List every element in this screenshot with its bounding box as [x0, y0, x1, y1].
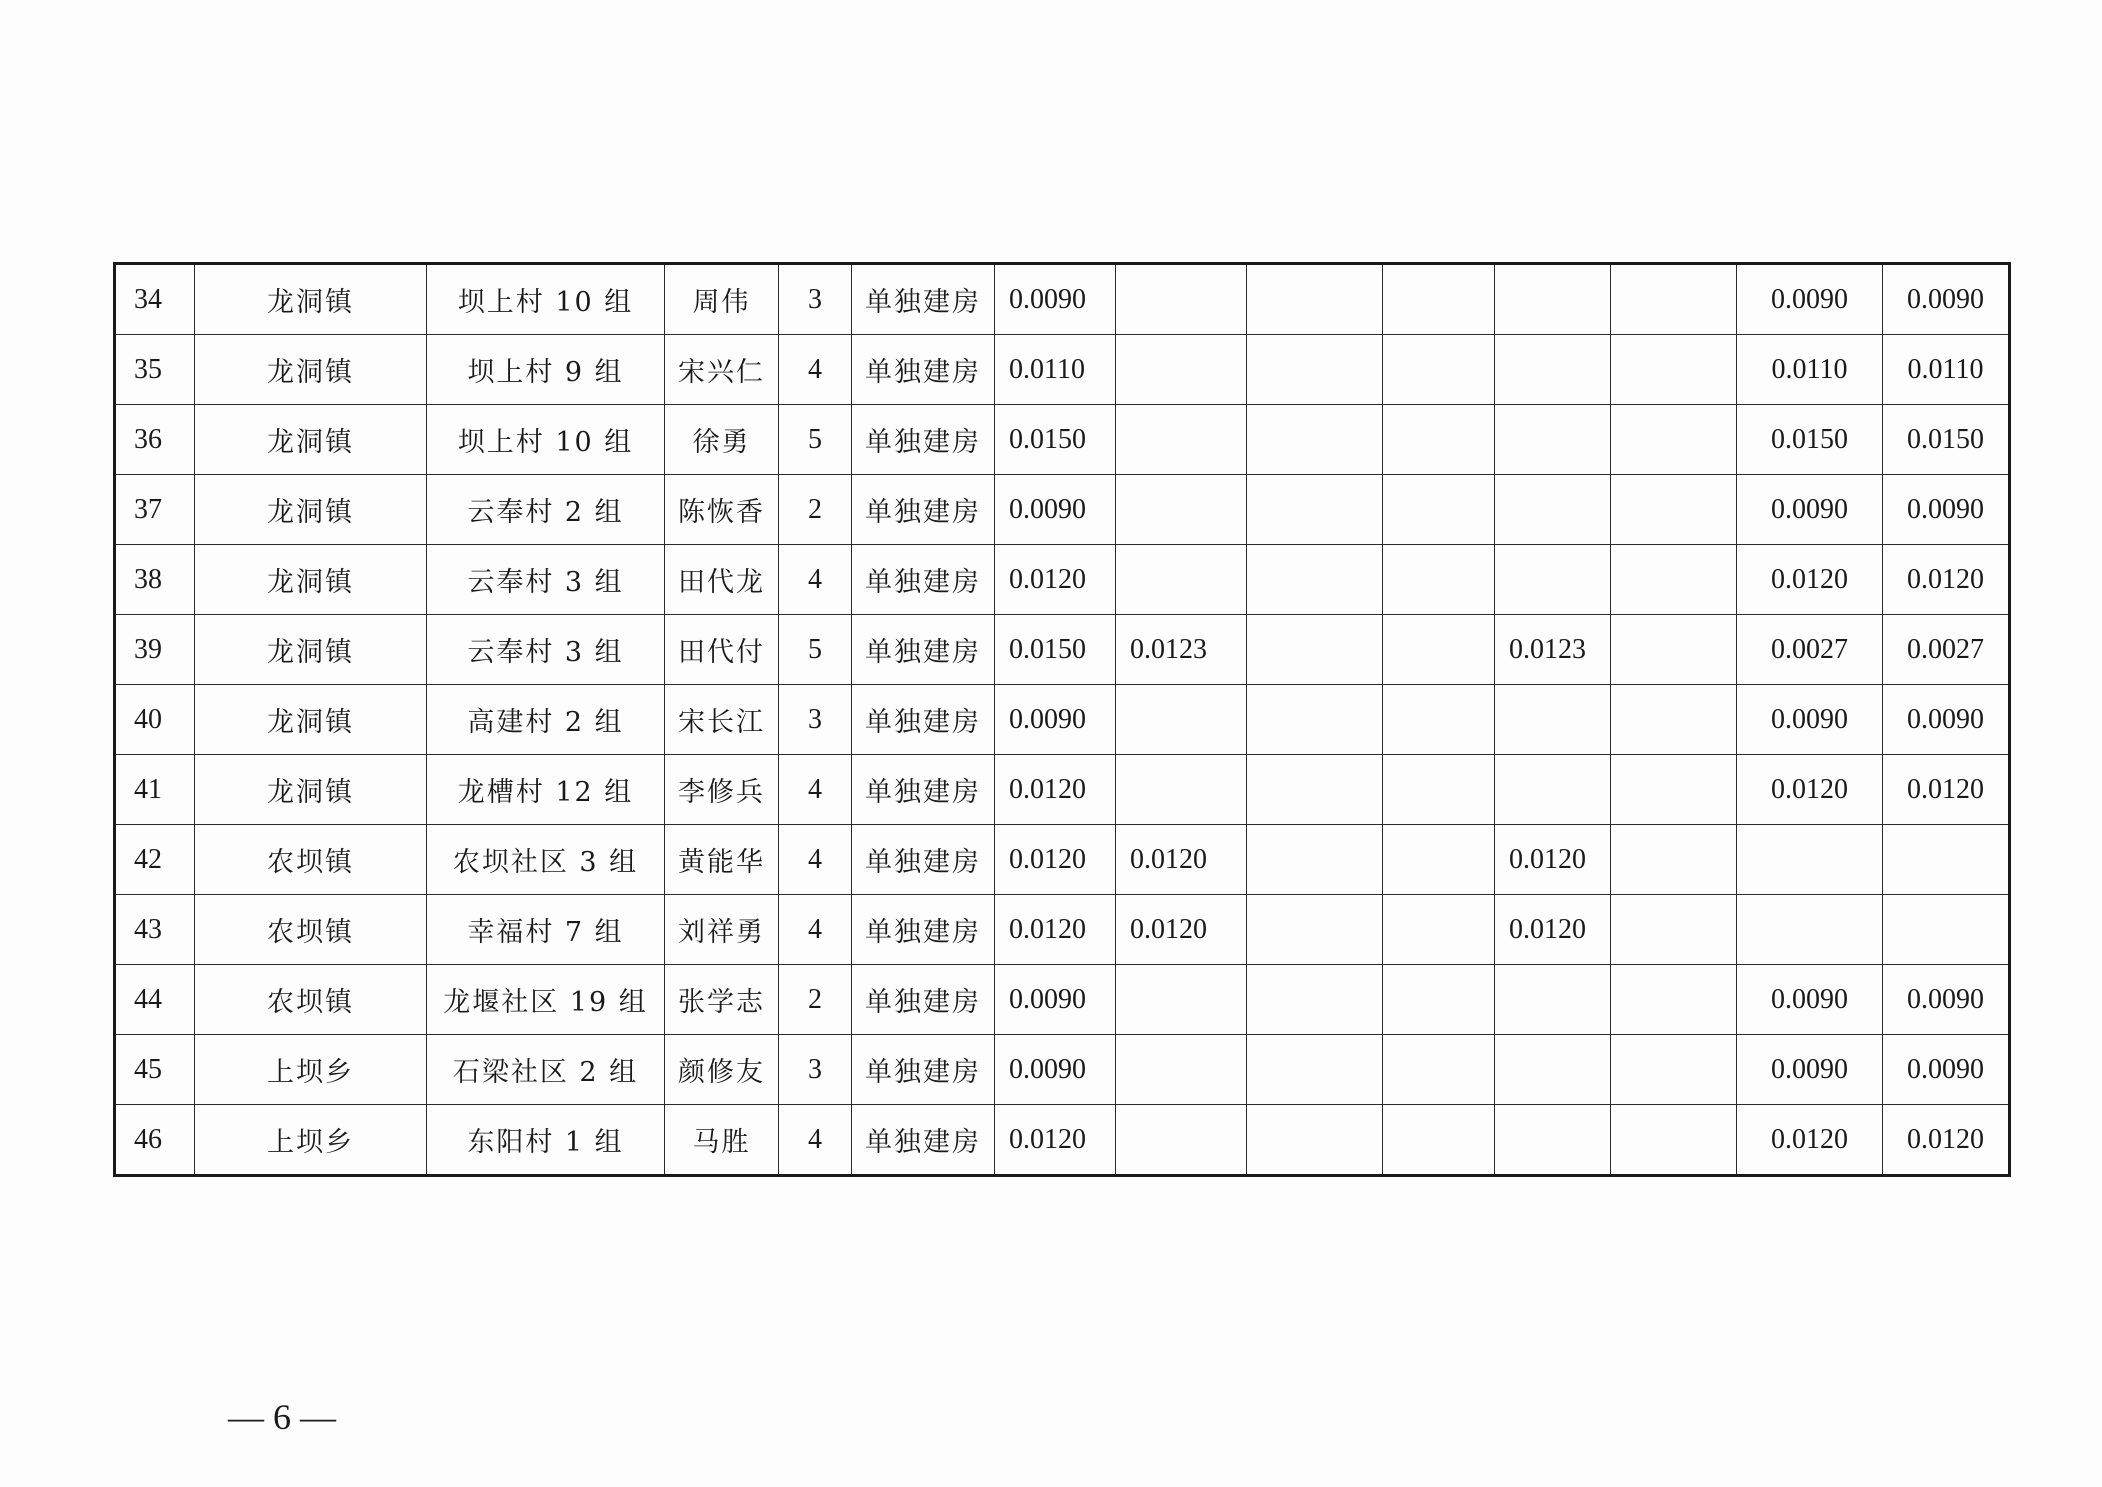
cell-area-col-3 [1383, 1035, 1495, 1105]
cell-area-col-3 [1383, 335, 1495, 405]
cell-area-col-1: 0.0120 [1116, 825, 1247, 895]
table-row [115, 685, 2010, 755]
cell-area-col-4: 0.0120 [1495, 895, 1611, 965]
cell-area-col-1: 0.0123 [1116, 615, 1247, 685]
cell-area-col-2 [1247, 685, 1383, 755]
cell-serial-number: 42 [115, 825, 195, 895]
cell-area-col-7: 0.0090 [1883, 965, 2010, 1035]
cell-serial-number: 34 [115, 264, 195, 335]
cell-area-col-6: 0.0150 [1737, 405, 1883, 475]
cell-household-size: 4 [779, 825, 852, 895]
table-row [115, 615, 2010, 685]
cell-area-col-5 [1611, 895, 1737, 965]
cell-area-col-2 [1247, 895, 1383, 965]
cell-township: 龙洞镇 [195, 615, 427, 685]
cell-area-col-7: 0.0090 [1883, 685, 2010, 755]
cell-village-group: 高建村 2 组 [427, 685, 665, 755]
cell-applicant-name: 张学志 [665, 965, 779, 1035]
cell-area-col-4 [1495, 405, 1611, 475]
cell-area-col-4 [1495, 1035, 1611, 1105]
cell-area-col-1 [1116, 685, 1247, 755]
cell-area-col-6: 0.0090 [1737, 965, 1883, 1035]
cell-area-col-4 [1495, 685, 1611, 755]
cell-building-type: 单独建房 [852, 825, 995, 895]
cell-village-group: 云奉村 3 组 [427, 545, 665, 615]
cell-area-total: 0.0110 [995, 335, 1116, 405]
cell-township: 上坝乡 [195, 1105, 427, 1176]
table-row [115, 1105, 2010, 1176]
cell-building-type: 单独建房 [852, 615, 995, 685]
cell-area-col-6: 0.0090 [1737, 264, 1883, 335]
cell-applicant-name: 田代龙 [665, 545, 779, 615]
page-number: — 6 — [228, 1397, 336, 1437]
cell-area-col-1 [1116, 1105, 1247, 1176]
cell-building-type: 单独建房 [852, 264, 995, 335]
cell-area-col-6: 0.0120 [1737, 1105, 1883, 1176]
cell-area-col-4: 0.0120 [1495, 825, 1611, 895]
cell-applicant-name: 颜修友 [665, 1035, 779, 1105]
cell-household-size: 4 [779, 755, 852, 825]
table-row [115, 475, 2010, 545]
cell-building-type: 单独建房 [852, 545, 995, 615]
cell-area-col-7: 0.0120 [1883, 545, 2010, 615]
cell-area-col-1 [1116, 965, 1247, 1035]
cell-serial-number: 37 [115, 475, 195, 545]
cell-building-type: 单独建房 [852, 405, 995, 475]
cell-area-col-2 [1247, 1105, 1383, 1176]
table-body [115, 264, 2010, 1176]
table-row [115, 335, 2010, 405]
cell-area-col-3 [1383, 545, 1495, 615]
cell-area-col-5 [1611, 1105, 1737, 1176]
cell-township: 农坝镇 [195, 825, 427, 895]
cell-area-col-7: 0.0150 [1883, 405, 2010, 475]
cell-area-col-3 [1383, 615, 1495, 685]
cell-area-col-2 [1247, 405, 1383, 475]
cell-household-size: 2 [779, 475, 852, 545]
cell-applicant-name: 黄能华 [665, 825, 779, 895]
cell-building-type: 单独建房 [852, 1105, 995, 1176]
cell-applicant-name: 宋兴仁 [665, 335, 779, 405]
cell-serial-number: 43 [115, 895, 195, 965]
cell-area-col-2 [1247, 335, 1383, 405]
cell-applicant-name: 周伟 [665, 264, 779, 335]
table-row [115, 965, 2010, 1035]
cell-area-col-7: 0.0090 [1883, 1035, 2010, 1105]
cell-area-col-2 [1247, 1035, 1383, 1105]
cell-serial-number: 38 [115, 545, 195, 615]
cell-area-total: 0.0090 [995, 264, 1116, 335]
cell-area-total: 0.0150 [995, 615, 1116, 685]
cell-area-col-6: 0.0027 [1737, 615, 1883, 685]
cell-area-col-7 [1883, 895, 2010, 965]
cell-area-total: 0.0120 [995, 755, 1116, 825]
cell-area-col-6: 0.0120 [1737, 755, 1883, 825]
cell-area-col-1 [1116, 335, 1247, 405]
cell-area-col-7: 0.0120 [1883, 755, 2010, 825]
cell-township: 龙洞镇 [195, 545, 427, 615]
cell-household-size: 4 [779, 895, 852, 965]
table-row [115, 1035, 2010, 1105]
cell-area-total: 0.0120 [995, 1105, 1116, 1176]
cell-area-col-2 [1247, 545, 1383, 615]
cell-household-size: 5 [779, 405, 852, 475]
cell-area-col-3 [1383, 475, 1495, 545]
cell-village-group: 幸福村 7 组 [427, 895, 665, 965]
table-row [115, 895, 2010, 965]
cell-area-col-3 [1383, 755, 1495, 825]
cell-area-col-6: 0.0120 [1737, 545, 1883, 615]
cell-household-size: 3 [779, 1035, 852, 1105]
cell-area-col-6: 0.0110 [1737, 335, 1883, 405]
cell-township: 农坝镇 [195, 965, 427, 1035]
cell-area-col-3 [1383, 264, 1495, 335]
cell-serial-number: 46 [115, 1105, 195, 1176]
cell-area-col-5 [1611, 685, 1737, 755]
cell-serial-number: 41 [115, 755, 195, 825]
cell-household-size: 5 [779, 615, 852, 685]
cell-applicant-name: 刘祥勇 [665, 895, 779, 965]
cell-area-col-4 [1495, 755, 1611, 825]
cell-area-col-4 [1495, 545, 1611, 615]
cell-area-col-1 [1116, 755, 1247, 825]
cell-area-col-2 [1247, 965, 1383, 1035]
cell-area-total: 0.0120 [995, 895, 1116, 965]
cell-area-col-1 [1116, 264, 1247, 335]
cell-village-group: 坝上村 10 组 [427, 264, 665, 335]
cell-applicant-name: 李修兵 [665, 755, 779, 825]
cell-township: 农坝镇 [195, 895, 427, 965]
cell-area-col-5 [1611, 615, 1737, 685]
cell-applicant-name: 马胜 [665, 1105, 779, 1176]
cell-area-col-1: 0.0120 [1116, 895, 1247, 965]
cell-township: 龙洞镇 [195, 685, 427, 755]
cell-serial-number: 35 [115, 335, 195, 405]
cell-building-type: 单独建房 [852, 335, 995, 405]
cell-area-col-1 [1116, 405, 1247, 475]
cell-area-col-2 [1247, 825, 1383, 895]
cell-area-col-2 [1247, 475, 1383, 545]
cell-serial-number: 45 [115, 1035, 195, 1105]
cell-township: 龙洞镇 [195, 405, 427, 475]
cell-building-type: 单独建房 [852, 475, 995, 545]
cell-area-col-7 [1883, 825, 2010, 895]
cell-area-total: 0.0090 [995, 475, 1116, 545]
cell-building-type: 单独建房 [852, 685, 995, 755]
cell-area-total: 0.0120 [995, 825, 1116, 895]
cell-area-col-7: 0.0110 [1883, 335, 2010, 405]
cell-village-group: 云奉村 3 组 [427, 615, 665, 685]
cell-applicant-name: 徐勇 [665, 405, 779, 475]
table-row [115, 545, 2010, 615]
cell-village-group: 农坝社区 3 组 [427, 825, 665, 895]
cell-township: 龙洞镇 [195, 475, 427, 545]
cell-area-col-5 [1611, 264, 1737, 335]
cell-area-total: 0.0090 [995, 685, 1116, 755]
cell-township: 龙洞镇 [195, 755, 427, 825]
cell-building-type: 单独建房 [852, 965, 995, 1035]
cell-village-group: 坝上村 10 组 [427, 405, 665, 475]
cell-building-type: 单独建房 [852, 1035, 995, 1105]
cell-serial-number: 39 [115, 615, 195, 685]
cell-area-col-3 [1383, 895, 1495, 965]
cell-area-col-6: 0.0090 [1737, 475, 1883, 545]
cell-area-col-4 [1495, 264, 1611, 335]
cell-area-col-5 [1611, 475, 1737, 545]
table-row [115, 755, 2010, 825]
cell-area-col-3 [1383, 405, 1495, 475]
cell-village-group: 龙堰社区 19 组 [427, 965, 665, 1035]
cell-area-col-5 [1611, 1035, 1737, 1105]
cell-area-col-3 [1383, 1105, 1495, 1176]
cell-serial-number: 44 [115, 965, 195, 1035]
cell-household-size: 2 [779, 965, 852, 1035]
cell-area-col-2 [1247, 755, 1383, 825]
cell-village-group: 龙槽村 12 组 [427, 755, 665, 825]
cell-area-col-7: 0.0090 [1883, 264, 2010, 335]
cell-area-col-3 [1383, 685, 1495, 755]
cell-household-size: 3 [779, 685, 852, 755]
cell-area-col-1 [1116, 1035, 1247, 1105]
cell-area-col-2 [1247, 264, 1383, 335]
table-row [115, 264, 2010, 335]
cell-applicant-name: 陈恢香 [665, 475, 779, 545]
cell-area-col-1 [1116, 475, 1247, 545]
cell-household-size: 4 [779, 1105, 852, 1176]
cell-area-col-5 [1611, 825, 1737, 895]
cell-township: 上坝乡 [195, 1035, 427, 1105]
cell-township: 龙洞镇 [195, 335, 427, 405]
cell-area-col-4 [1495, 1105, 1611, 1176]
cell-area-col-3 [1383, 825, 1495, 895]
cell-village-group: 云奉村 2 组 [427, 475, 665, 545]
cell-household-size: 3 [779, 264, 852, 335]
cell-area-total: 0.0090 [995, 1035, 1116, 1105]
cell-area-col-4: 0.0123 [1495, 615, 1611, 685]
cell-area-col-7: 0.0027 [1883, 615, 2010, 685]
cell-household-size: 4 [779, 335, 852, 405]
cell-area-col-4 [1495, 475, 1611, 545]
cell-serial-number: 40 [115, 685, 195, 755]
cell-village-group: 坝上村 9 组 [427, 335, 665, 405]
cell-area-col-5 [1611, 335, 1737, 405]
land-use-table [113, 262, 2011, 1177]
cell-township: 龙洞镇 [195, 264, 427, 335]
cell-area-col-5 [1611, 755, 1737, 825]
cell-area-col-2 [1247, 615, 1383, 685]
cell-household-size: 4 [779, 545, 852, 615]
cell-building-type: 单独建房 [852, 895, 995, 965]
cell-area-col-5 [1611, 965, 1737, 1035]
cell-village-group: 石梁社区 2 组 [427, 1035, 665, 1105]
cell-applicant-name: 宋长江 [665, 685, 779, 755]
cell-building-type: 单独建房 [852, 755, 995, 825]
cell-area-col-5 [1611, 405, 1737, 475]
cell-area-col-5 [1611, 545, 1737, 615]
cell-serial-number: 36 [115, 405, 195, 475]
cell-area-total: 0.0090 [995, 965, 1116, 1035]
cell-area-total: 0.0120 [995, 545, 1116, 615]
cell-area-col-6: 0.0090 [1737, 685, 1883, 755]
cell-area-col-4 [1495, 335, 1611, 405]
cell-applicant-name: 田代付 [665, 615, 779, 685]
cell-area-total: 0.0150 [995, 405, 1116, 475]
cell-area-col-6 [1737, 895, 1883, 965]
cell-area-col-1 [1116, 545, 1247, 615]
cell-village-group: 东阳村 1 组 [427, 1105, 665, 1176]
cell-area-col-7: 0.0120 [1883, 1105, 2010, 1176]
table-row [115, 825, 2010, 895]
cell-area-col-7: 0.0090 [1883, 475, 2010, 545]
cell-area-col-4 [1495, 965, 1611, 1035]
cell-area-col-6 [1737, 825, 1883, 895]
cell-area-col-3 [1383, 965, 1495, 1035]
cell-area-col-6: 0.0090 [1737, 1035, 1883, 1105]
table-row [115, 405, 2010, 475]
